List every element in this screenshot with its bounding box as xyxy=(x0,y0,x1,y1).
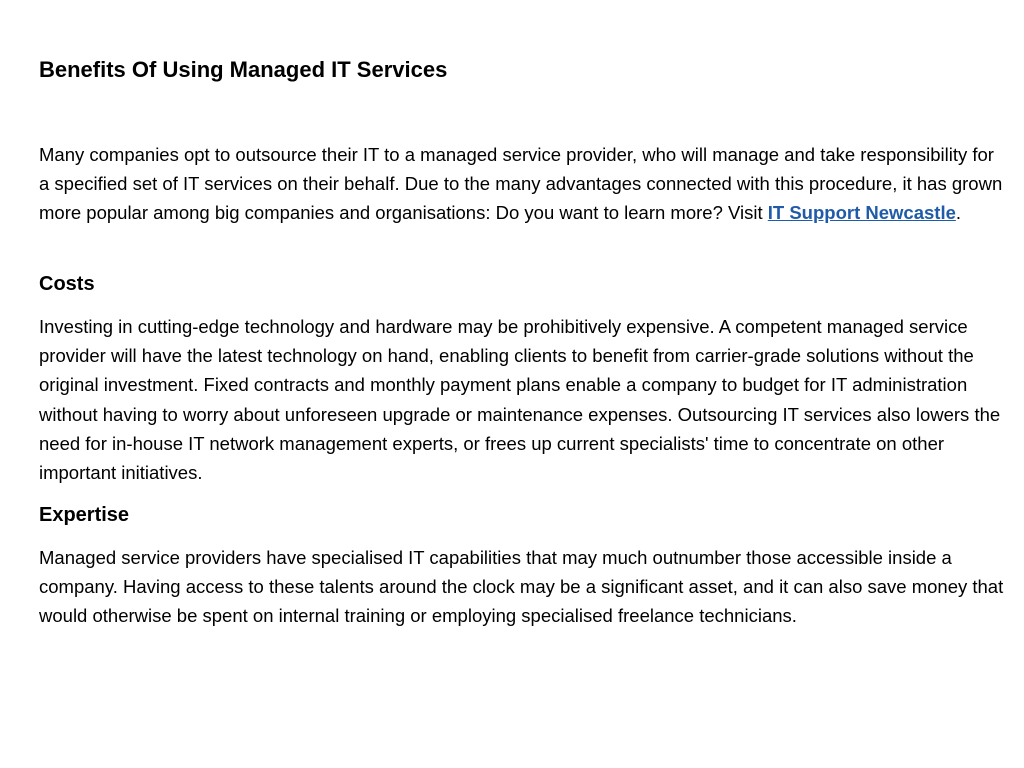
page-title: Benefits Of Using Managed IT Services xyxy=(39,57,448,82)
intro-text-end: . xyxy=(955,202,962,224)
section-body-expertise: Managed service providers have specialised IT capabilities that may much outnumber those accessible inside a company. Having access to these talents around the clock may be a significant asset, and it can also save money that would otherwise be spent on internal training or employing specialised freelance technicians. xyxy=(39,547,1004,627)
intro-text: Many companies opt to outsource their IT to a managed service provider, who will manage and take responsibility for a specified set of IT services on their behalf. Due to the many advantages connected with this procedure, it has grown more popular among big companies and organisations: Do you want to learn more? Visit xyxy=(39,144,1003,224)
section-heading-costs: Costs xyxy=(39,273,95,295)
intro-paragraph xyxy=(39,140,1004,228)
it-support-newcastle-link[interactable]: IT Support Newcastle xyxy=(767,202,956,224)
section-body-costs: Investing in cutting-edge technology and hardware may be prohibitively expensive. A competent managed service provider will have the latest technology on hand, enabling clients to benefit from carrier-grade solutions without the original investment. Fixed contracts and monthly payment plans enable a company to budget for IT administration without having to worry about unforeseen upgrade or maintenance expenses. Outsourcing IT services also lowers the need for in-house IT network management experts, or frees up current specialists' time to concentrate on other important initiatives. xyxy=(39,316,1001,484)
section-heading-expertise: Expertise xyxy=(39,504,130,526)
